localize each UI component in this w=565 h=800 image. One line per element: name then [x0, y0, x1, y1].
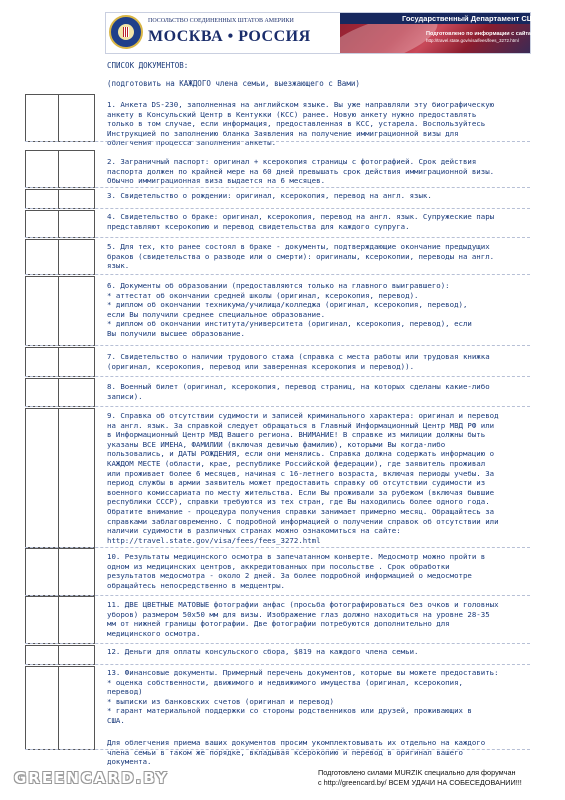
item-line: 7. Свидетельство о наличии трудового стажа (справка с места работы или трудовая книжка [107, 352, 490, 361]
document-item [107, 157, 527, 186]
checkbox-cell[interactable] [25, 276, 95, 346]
item-divider [25, 664, 530, 665]
item-line: представляют ксерокопию и перевод свидетельства для каждого супруга. [107, 221, 410, 231]
item-line: Обратите внимание - процедура получения справки занимает примерно месяц. Обращайтесь за [107, 506, 495, 516]
state-department-label: Государственный Департамент США [402, 14, 540, 23]
item-line: браков (свидетельства о разводе или о смерти): оригиналы, ксерокопии, переводы на англ. [107, 251, 495, 261]
item-line: период службы в армии заявитель может предоставить справку об отсутствии судимости из [107, 478, 486, 488]
item-line: 12. Деньги для оплаты консульского сбора, $819 на каждого члена семьи. [107, 647, 419, 656]
item-line: http://travel.state.gov/visa/fees/fees_3272.html [107, 535, 321, 545]
item-line: в Информационный Центр МВД Вашего региона. ВНИМАНИЕ! В справке из милиции должны быть [107, 430, 486, 440]
item-line: только в том случае, если информация, предоставленная в КСС, устарела. Воспользуйтесь [107, 119, 486, 129]
checkbox-cell[interactable] [25, 408, 95, 548]
closing-line: документа. [107, 757, 152, 767]
checkbox-cell[interactable] [25, 150, 95, 188]
checkbox-cell[interactable] [25, 596, 95, 644]
item-line: 1. Анкета DS-230, заполненная на английском языке. Вы уже направляли эту биографическую [107, 100, 495, 109]
credit-line-1: Подготовлено силами MURZIK специально для форумчан [318, 768, 516, 777]
item-line: * оценка собственности, движимого и недвижимого имущества (оригинал, ксерокопия, [107, 677, 463, 687]
item-divider [25, 406, 530, 407]
item-line: 6. Документы об образовании (предоставляются только на главного выигравшего): [107, 281, 450, 290]
document-item [107, 411, 527, 545]
item-line: 9. Справка об отсутствии судимости и записей криминального характера: оригинал и перевод [107, 411, 499, 420]
source-url: http://travel.state.gov/visa/fees/fees_3272.html [426, 38, 519, 43]
checkbox-cell[interactable] [25, 94, 95, 142]
credit-line-2: с http://greencard.by/ ВСЕМ УДАЧИ НА СОБЕСЕДОВАНИИ!!! [318, 777, 522, 787]
item-divider [25, 376, 530, 377]
closing-note [107, 738, 527, 767]
item-line: пользовались, и ДАТЫ РОЖДЕНИЯ, если они менялись. Справка должна содержать информацию о [107, 449, 495, 459]
item-line: США. [107, 715, 125, 725]
item-line: 3. Свидетельство о рождении: оригинал, ксерокопия, перевод на англ. язык. [107, 191, 432, 200]
item-divider [25, 547, 530, 548]
item-line: если Вы получили среднее специальное образование. [107, 309, 326, 319]
checkbox-cell[interactable] [25, 189, 95, 209]
item-line: наличии судимости в различных странах можно ознакомиться на сайте: [107, 526, 401, 536]
item-divider [25, 208, 530, 209]
item-line: записи). [107, 391, 143, 401]
embassy-banner [105, 12, 540, 54]
item-line: КАЖДОМ МЕСТЕ (области, крае, республике Российской федерации), где заявитель проживал [107, 458, 486, 468]
item-divider [25, 345, 530, 346]
item-line: (оригинал, ксерокопия, перевод или заверенная ксерокопия и перевод)). [107, 361, 415, 371]
item-line: Обычно иммиграционная виза выдается на 6 месяцев. [107, 176, 326, 186]
document-item [107, 647, 527, 657]
embassy-name: ПОСОЛЬСТВО СОЕДИНЕННЫХ ШТАТОВ АМЕРИКИ [148, 18, 294, 24]
item-divider [25, 187, 530, 188]
checkbox-cell[interactable] [25, 645, 95, 665]
item-divider [25, 141, 530, 142]
item-divider [25, 595, 530, 596]
document-item [107, 242, 527, 271]
item-divider [25, 237, 530, 238]
item-line: на англ. язык. За справкой следует обращаться в Главный Информационный Центр МВД РФ или [107, 420, 495, 430]
item-line: обращайтесь непосредственно в медцентры. [107, 580, 285, 590]
item-line: 10. Результаты медицинского осмотра в запечатанном конверте. Медосмотр можно пройти в [107, 552, 486, 561]
item-line: или проживает более 6 месяцев, начиная с 16-летнего возраста, включая периоды учебы. За [107, 468, 495, 478]
checklist-column [25, 94, 95, 749]
closing-line: Для облегчения приема ваших документов просим укомплектовывать их отдельно на каждого [107, 738, 486, 747]
item-divider [25, 643, 530, 644]
item-divider [25, 274, 530, 275]
document-item [107, 668, 527, 726]
document-item [107, 352, 527, 371]
item-line: 5. Для тех, кто ранее состоял в браке - документы, подтверждающие окончание предыдущих [107, 242, 490, 251]
source-note: Подготовлено по информации с сайта [426, 31, 532, 37]
item-line: паспорта должен по крайней мере на 60 дней превышать срок действия иммиграционной визы. [107, 166, 495, 176]
item-line: перевод) [107, 687, 143, 697]
checkbox-cell[interactable] [25, 347, 95, 377]
item-line: * аттестат об окончании средней школы (оригинал, ксерокопия, перевод). [107, 290, 419, 300]
document-item [107, 212, 527, 231]
item-line: 8. Военный билет (оригинал, ксерокопия, перевод страниц, на которых сделаны какие-либо [107, 382, 490, 391]
document-item [107, 600, 527, 638]
item-line: Вы получили высшее образование. [107, 328, 245, 338]
item-line: 4. Свидетельство о браке: оригинал, ксерокопия, перевод на англ. язык. Супружеские пары [107, 212, 495, 221]
item-line: * диплом об окончании техникума/училища/колледжа (оригинал, ксерокопия, перевод), [107, 300, 468, 310]
document-item [107, 552, 527, 590]
city-title: МОСКВА • РОССИЯ [148, 28, 311, 45]
item-line: справками заблаговременно. С подробной информацией о получении справок об отсутствии или [107, 516, 499, 526]
document-item [107, 382, 527, 401]
document-subtitle: (подготовить на КАЖДОГО члена семьи, выезжающего с Вами) [107, 79, 360, 88]
checkbox-cell[interactable] [25, 378, 95, 407]
item-line: облегчения процесса заполнения анкеты. [107, 138, 277, 148]
item-line: 13. Финансовые документы. Примерный перечень документов, которые вы можете предоставить: [107, 668, 499, 677]
document-item [107, 191, 527, 201]
document-item [107, 281, 527, 339]
item-line: * выписки из банковских счетов (оригинал и перевод) [107, 696, 334, 706]
item-line: мм от нижней границы фотографии. Две фотографии потребуются дополнительно для [107, 619, 450, 629]
document-title: СПИСОК ДОКУМЕНТОВ: [107, 61, 189, 70]
closing-line: члена семьи в таком же порядке, вкладывая ксерокопию и перевод в оригинал вашего [107, 747, 463, 757]
item-line: результатов медосмотра - около 2 дней. За более подробной информацией о медосмотре [107, 571, 472, 581]
checkbox-cell[interactable] [25, 548, 95, 596]
item-line: 2. Заграничный паспорт: оригинал + ксерокопия страницы с фотографией. Срок действия [107, 157, 477, 166]
item-line: анкету в Консульский Центр в Кентукки (КСС) ранее. Новую анкету нужно предоставлять [107, 109, 477, 119]
checkbox-cell[interactable] [25, 239, 95, 275]
item-line: 11. ДВЕ ЦВЕТНЫЕ МАТОВЫЕ фотографии анфас (просьба фотографироваться без очков и головных [107, 600, 499, 609]
item-line: указаны ВСЕ ИМЕНА, ФАМИЛИИ (включая девичью фамилию), которыми Вы когда-либо [107, 439, 446, 449]
greencard-watermark: GREENCARD.BY [14, 769, 169, 787]
us-seal-icon [109, 15, 143, 49]
item-line: республики СССР), справки требуются из тех стран, где Вы находились более одного года. [107, 497, 490, 507]
item-line: медицинского осмотра. [107, 628, 201, 638]
checkbox-cell[interactable] [25, 210, 95, 238]
item-line: Инструкцией по заполнению бланка Заявления на получение иммиграционной визы для [107, 128, 459, 138]
item-line: язык. [107, 261, 130, 271]
item-line: * гарант материальной поддержки со стороны родственников или друзей, проживающих в [107, 706, 472, 716]
item-line: военного комиссариата по месту жительства. Если Вы проживали за рубежом (включая бывшие [107, 487, 495, 497]
item-divider [25, 749, 530, 750]
item-line: уборов) размером 50x50 мм для визы. Изображение глаз должно находиться на уровне 28-35 [107, 609, 490, 619]
checkbox-cell[interactable] [25, 666, 95, 750]
item-line: одном из медицинских центров, аккредитованных при посольстве . Срок обработки [107, 561, 450, 571]
item-line: * диплом об окончании института/университета (оригинал, ксерокопия, перевод), если [107, 319, 472, 329]
credit-text [318, 768, 522, 787]
